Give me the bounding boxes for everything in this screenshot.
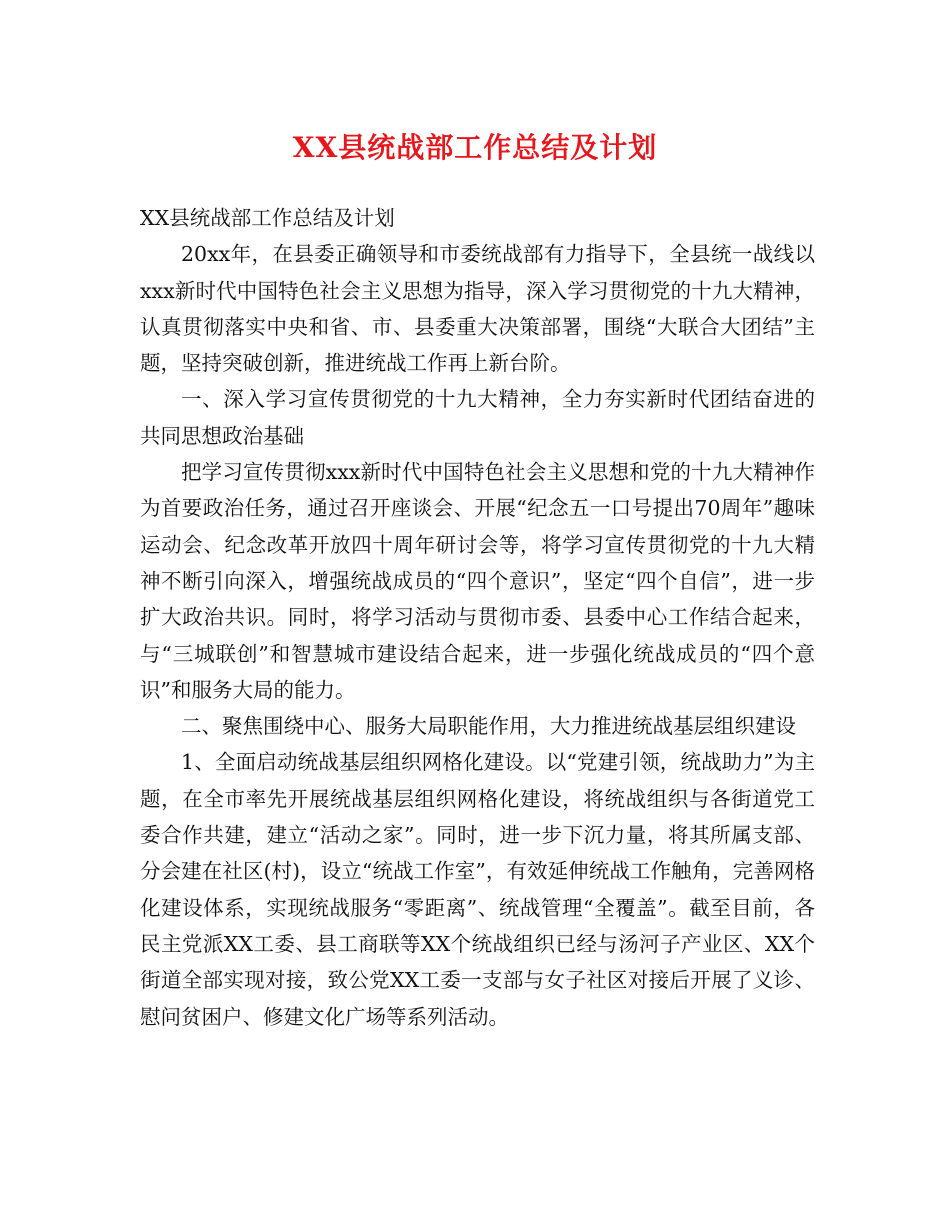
document-subtitle: XX县统战部工作总结及计划	[140, 206, 395, 230]
document-body	[140, 200, 815, 1035]
paragraph-section-2-item-1: 1、全面启动统战基层组织网格化建设。以“党建引领，统战助力”为主题，在全市率先开展统战基层组织网格化建设，将统战组织与各街道党工委合作共建，建立“活动之家”。同时，进一步下沉力量，将其所属支部、分会建在社区(村)，设立“统战工作室”，有效延伸统战工作触角，完善网格化建设体系，实现统战服务“零距离”、统战管理“全覆盖”。截至目前，各民主党派XX工委、县工商联等XX个统战组织已经与汤河子产业区、XX个街道全部实现对接，致公党XX工委一支部与女子社区对接后开展了义诊、慰问贫困户、修建文化广场等系列活动。	[140, 750, 815, 1029]
paragraph-section-1: 把学习宣传贯彻xxx新时代中国特色社会主义思想和党的十九大精神作为首要政治任务，通过召开座谈会、开展“纪念五一口号提出70周年”趣味运动会、纪念改革开放四十周年研讨会等，将学习宣传贯彻党的十九大精神不断引向深入，增强统战成员的“四个意识”，坚定“四个自信”，进一步扩大政治共识。同时，将学习活动与贯彻市委、县委中心工作结合起来，与“三城联创”和智慧城市建设结合起来，进一步强化统战成员的“四个意识”和服务大局的能力。	[140, 460, 815, 702]
section-heading-2: 二、聚焦围绕中心、服务大局职能作用，大力推进统战基层组织建设	[181, 714, 796, 739]
section-heading-1: 一、深入学习宣传贯彻党的十九大精神，全力夯实新时代团结奋进的共同思想政治基础	[140, 387, 815, 448]
document-title: XX县统战部工作总结及计划	[292, 131, 658, 164]
paragraph-intro: 20xx年，在县委正确领导和市委统战部有力指导下，全县统一战线以xxx新时代中国特色社会主义思想为指导，深入学习贯彻党的十九大精神，认真贯彻落实中央和省、市、县委重大决策部署，围绕“大联合大团结”主题，坚持突破创新，推进统战工作再上新台阶。	[140, 242, 815, 376]
